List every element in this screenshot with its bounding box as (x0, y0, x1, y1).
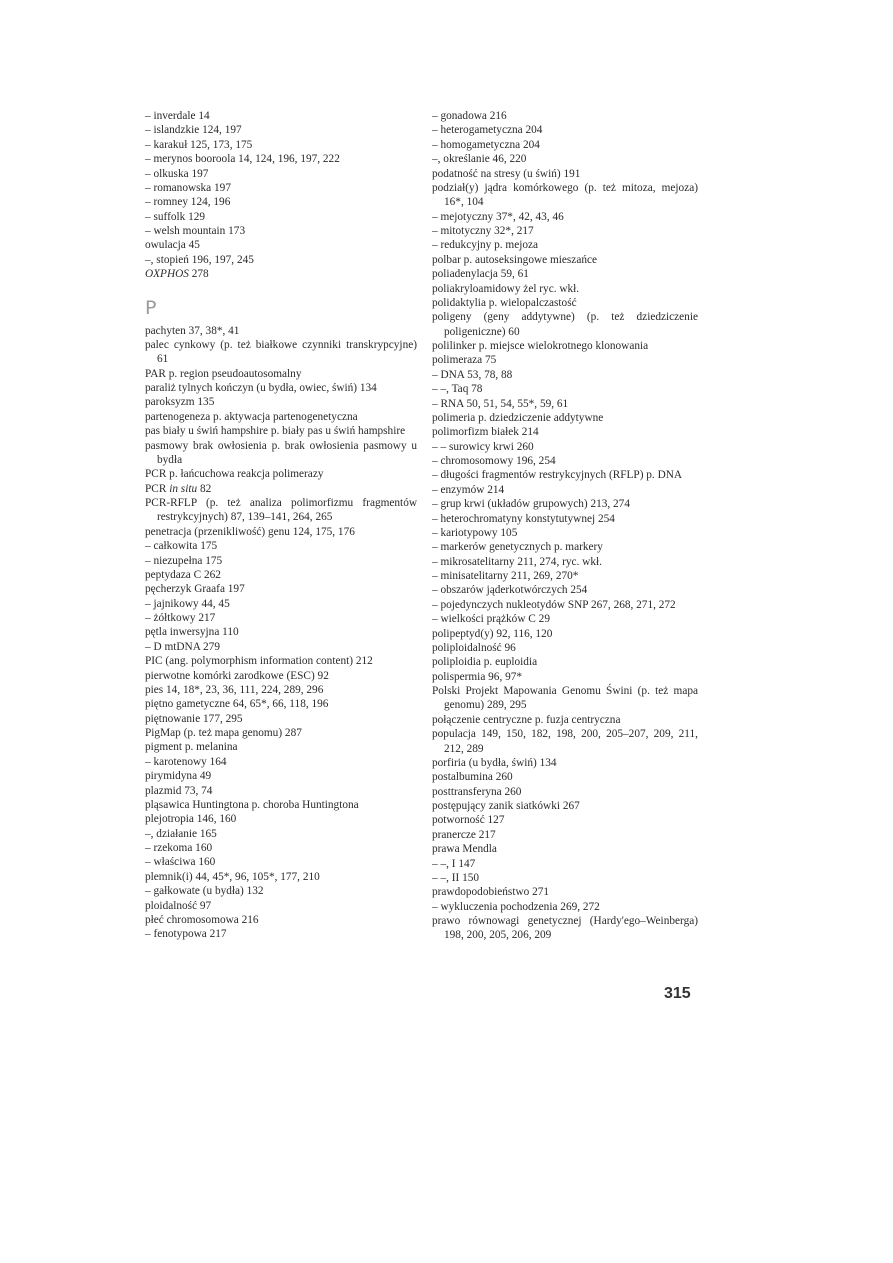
index-entry: połączenie centryczne p. fuzja centryczna (432, 713, 621, 726)
index-entry: polispermia 96, 97* (432, 670, 523, 683)
index-entry: – długości fragmentów restrykcyjnych (RFLP) p. DNA (432, 469, 683, 482)
index-entry: podatność na stresy (u świń) 191 (432, 167, 581, 180)
right-column (432, 109, 698, 943)
index-entry: – welsh mountain 173 (145, 225, 246, 237)
index-entry: – całkowita 175 (145, 540, 218, 553)
index-entry: – mejotyczny 37*, 42, 43, 46 (432, 210, 564, 223)
index-entry: – wykluczenia pochodzenia 269, 272 (432, 900, 600, 913)
index-entry: – wielkości prążków C 29 (432, 613, 550, 626)
left-bottom-entries (145, 324, 417, 942)
index-entry: potworność 127 (432, 814, 505, 827)
index-entry: – karakuł 125, 173, 175 (145, 138, 253, 151)
index-entry: pasmowy brak owłosienia p. brak owłosienia pasmowy u bydła (145, 439, 417, 466)
index-entry: plazmid 73, 74 (145, 784, 213, 797)
index-entry: – chromosomowy 196, 254 (432, 455, 556, 467)
index-entry: – pojedynczych nukleotydów SNP 267, 268, 271, 272 (432, 598, 676, 611)
index-entry: poliakryloamidowy żel ryc. wkł. (432, 282, 580, 295)
index-entry: ploidalność 97 (145, 899, 212, 912)
index-entry: PigMap (p. też mapa genomu) 287 (145, 727, 302, 739)
index-entry: PCR-RFLP (p. też analiza polimorfizmu fragmentów restrykcyjnych) 87, 139–141, 264, 265 (145, 497, 417, 524)
index-entry: postępujący zanik siatkówki 267 (432, 800, 580, 812)
index-entry: – rzekoma 160 (145, 842, 213, 854)
index-entry: pas biały u świń hampshire p. biały pas u świń hampshire (145, 425, 406, 438)
index-entry: – właściwa 160 (145, 856, 216, 869)
index-entry: –, określanie 46, 220 (432, 153, 527, 166)
index-entry: – D mtDNA 279 (145, 640, 221, 653)
index-entry: polimeria p. dziedziczenie addytywne (432, 411, 604, 424)
index-entry: – romney 124, 196 (145, 196, 231, 209)
index-entry: pigment p. melanina (145, 741, 238, 754)
index-entry: poligeny (geny addytywne) (p. też dziedziczenie poligeniczne) 60 (432, 311, 698, 338)
index-entry: pętla inwersyjna 110 (145, 626, 239, 639)
index-entry: prawdopodobieństwo 271 (432, 886, 550, 899)
index-entry: pranercze 217 (432, 828, 496, 841)
index-entry: poliploidia p. euploidia (432, 656, 538, 669)
index-entry: – grup krwi (układów grupowych) 213, 274 (432, 498, 630, 511)
index-entry: – merynos booroola 14, 124, 196, 197, 222 (145, 153, 340, 166)
index-entry: – –, II 150 (432, 871, 480, 884)
index-entry: – niezupełna 175 (145, 554, 223, 567)
index-entry: – markerów genetycznych p. markery (432, 541, 603, 554)
index-entry: – DNA 53, 78, 88 (432, 368, 513, 381)
index-entry: prawo równowagi genetycznej (Hardy'ego–Weinberga) 198, 200, 205, 206, 209 (432, 915, 698, 942)
index-entry: – redukcyjny p. mejoza (432, 239, 539, 252)
index-entry: poliploidalność 96 (432, 641, 516, 654)
index-entry: –, stopień 196, 197, 245 (145, 253, 254, 266)
index-entry: – żółtkowy 217 (145, 612, 216, 624)
index-entry: piętno gametyczne 64, 65*, 66, 118, 196 (145, 698, 329, 711)
index-entry: – inverdale 14 (145, 110, 210, 122)
index-entry: OXPHOS 278 (145, 268, 209, 281)
index-entry: populacja 149, 150, 182, 198, 200, 205–207, 209, 211, 212, 289 (432, 728, 698, 755)
index-entry: – – surowicy krwi 260 (432, 440, 534, 453)
index-entry: –, działanie 165 (145, 827, 217, 840)
index-entry: – romanowska 197 (145, 181, 231, 194)
index-entry: posttransferyna 260 (432, 785, 522, 798)
index-entry: pęcherzyk Graafa 197 (145, 583, 245, 596)
index-entry: – heterogametyczna 204 (432, 124, 543, 137)
index-entry: porfiria (u bydła, świń) 134 (432, 756, 557, 769)
index-entry: piętnowanie 177, 295 (145, 712, 243, 725)
index-entry: plemnik(i) 44, 45*, 96, 105*, 177, 210 (145, 870, 320, 883)
index-entry: pies 14, 18*, 23, 36, 111, 224, 289, 296 (145, 683, 324, 696)
index-entry: pirymidyna 49 (145, 770, 212, 783)
index-entry: PCR p. łańcuchowa reakcja polimerazy (145, 468, 324, 481)
index-entry: pląsawica Huntingtona p. choroba Huntingtona (145, 798, 359, 811)
index-entry: – heterochromatyny konstytutywnej 254 (432, 512, 615, 525)
left-top-entries (145, 109, 417, 282)
index-entry: – RNA 50, 51, 54, 55*, 59, 61 (432, 397, 569, 410)
index-entry: – gałkowate (u bydła) 132 (145, 885, 264, 898)
index-entry: Polski Projekt Mapowania Genomu Świni (p. też mapa genomu) 289, 295 (432, 685, 698, 712)
index-entry: pierwotne komórki zarodkowe (ESC) 92 (145, 669, 329, 682)
index-entry: peptydaza C 262 (145, 568, 221, 581)
index-entry: PAR p. region pseudoautosomalny (145, 367, 302, 380)
index-entry: partenogeneza p. aktywacja partenogenetyczna (145, 410, 358, 423)
index-entry: – suffolk 129 (145, 210, 206, 223)
page-number: 315 (664, 985, 691, 1002)
index-entry: paraliż tylnych kończyn (u bydła, owiec, świń) 134 (145, 382, 377, 394)
index-entry: – gonadowa 216 (432, 110, 507, 122)
index-entry: – –, I 147 (432, 857, 476, 870)
index-entry: – fenotypowa 217 (145, 928, 227, 941)
index-entry: prawa Mendla (432, 843, 497, 856)
index-entry: polipeptyd(y) 92, 116, 120 (432, 627, 553, 640)
index-entry: – homogametyczna 204 (432, 138, 540, 151)
index-entry: – obszarów jąderkotwórczych 254 (432, 584, 588, 597)
section-letter: P (145, 296, 157, 319)
index-entry: – karotenowy 164 (145, 755, 227, 768)
index-entry: poliadenylacja 59, 61 (432, 268, 529, 281)
index-entry: pachyten 37, 38*, 41 (145, 324, 240, 337)
index-entry: płeć chromosomowa 216 (145, 913, 259, 926)
index-entry: paroksyzm 135 (145, 396, 215, 409)
index-entry: – mitotyczny 32*, 217 (432, 225, 534, 237)
index-entry: PIC (ang. polymorphism information content) 212 (145, 655, 373, 668)
index-entry: – mikrosatelitarny 211, 274, ryc. wkł. (432, 555, 602, 568)
index-entry: – islandzkie 124, 197 (145, 124, 242, 137)
index-entry: – minisatelitarny 211, 269, 270* (432, 570, 579, 582)
index-entry: – olkuska 197 (145, 167, 209, 180)
index-entry: polbar p. autoseksingowe mieszańce (432, 253, 598, 266)
index-entry: polidaktylia p. wielopalczastość (432, 296, 577, 309)
index-entry: – kariotypowy 105 (432, 526, 518, 539)
index-entry: polimorfizm białek 214 (432, 426, 539, 439)
index-entry: owulacja 45 (145, 239, 200, 252)
right-entries (432, 109, 698, 943)
index-entry: – enzymów 214 (432, 483, 505, 496)
index-entry: plejotropia 146, 160 (145, 813, 237, 826)
left-column (145, 109, 417, 942)
index-entry: podział(y) jądra komórkowego (p. też mitoza, mejoza) 16*, 104 (432, 181, 698, 209)
index-entry: penetracja (przenikliwość) genu 124, 175, 176 (145, 525, 355, 538)
index-entry: PCR in situ 82 (145, 482, 212, 495)
index-entry: polimeraza 75 (432, 354, 497, 367)
index-entry: polilinker p. miejsce wielokrotnego klonowania (432, 340, 649, 352)
index-entry: – –, Taq 78 (432, 383, 483, 396)
index-entry: – jajnikowy 44, 45 (145, 597, 230, 610)
index-entry: palec cynkowy (p. też białkowe czynniki transkrypcyjne) 61 (145, 338, 417, 366)
index-entry: postalbumina 260 (432, 771, 513, 784)
